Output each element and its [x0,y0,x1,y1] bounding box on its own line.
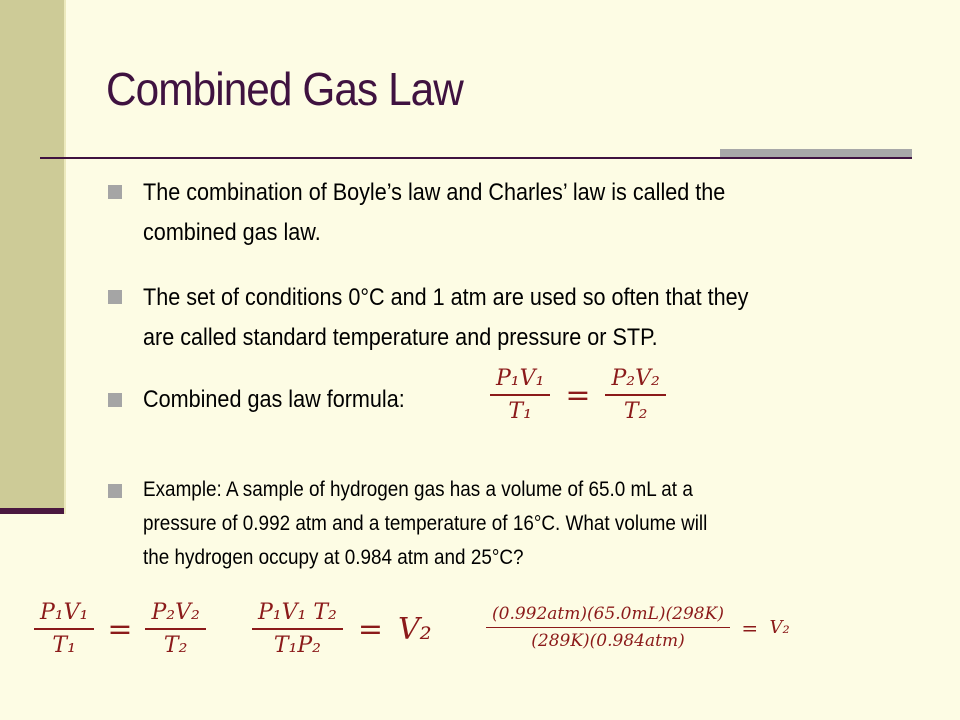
formula-lhs-numerator: P₁V₁ [496,366,545,391]
bullet-marker [108,484,122,498]
fraction-bar [605,394,665,396]
formula-1-rhs-fraction [145,600,205,658]
fraction-bar [252,628,343,630]
bottom-formula-2 [252,600,432,658]
bullet-3-line-1: Combined gas law formula: [143,386,405,413]
formula-2-denominator: T₁P₂ [273,633,321,658]
formula-1-rhs-numerator: P₂V₂ [151,600,200,625]
bullet-2-line-2: are called standard temperature and pressure or STP. [143,324,658,351]
formula-3-rhs: V₂ [769,617,790,638]
bullet-1-line-1: The combination of Boyle’s law and Charles’ law is called the [143,179,726,206]
bullet-marker [108,290,122,304]
bottom-formula-3 [486,604,790,651]
combined-gas-law-formula [490,366,666,424]
left-bar-edge [64,0,66,514]
formula-3-numerator: (0.992atm)(65.0mL)(298K) [492,604,724,624]
formula-3-denominator: (289K)(0.984atm) [531,631,685,651]
formula-1-lhs-numerator: P₁V₁ [40,600,89,625]
left-decorative-bar [0,0,64,514]
bullet-4-line-3: the hydrogen occupy at 0.984 atm and 25°C? [143,546,524,569]
fraction-bar [486,627,730,628]
equals-sign: = [565,377,591,413]
equals-sign: = [741,615,759,640]
slide-title: Combined Gas Law [106,63,463,115]
formula-3-fraction [486,604,730,651]
equals-sign: = [107,611,133,647]
fraction-bar [145,628,205,630]
left-bar-accent [0,508,64,514]
formula-2-numerator: P₁V₁ T₂ [258,600,337,625]
bottom-formula-1 [34,600,206,658]
formula-1-rhs-denominator: T₂ [163,633,188,658]
bullet-marker [108,185,122,199]
formula-2-rhs: V₂ [397,611,432,647]
fraction-bar [490,394,550,396]
title-underline-accent [720,149,912,157]
bullet-1-line-2: combined gas law. [143,219,321,246]
equals-sign: = [357,611,383,647]
bullet-marker [108,393,122,407]
bullet-2-line-1: The set of conditions 0°C and 1 atm are used so often that they [143,284,749,311]
bullet-4-line-1: Example: A sample of hydrogen gas has a volume of 65.0 mL at a [143,478,693,501]
formula-2-fraction [252,600,343,658]
formula-1-lhs-fraction [34,600,94,658]
bullet-4-line-2: pressure of 0.992 atm and a temperature of 16°C. What volume will [143,512,708,535]
formula-lhs-fraction [490,366,550,424]
title-underline [40,157,912,159]
formula-rhs-denominator: T₂ [623,399,648,424]
formula-lhs-denominator: T₁ [508,399,532,424]
formula-1-lhs-denominator: T₁ [52,633,76,658]
fraction-bar [34,628,94,630]
formula-rhs-numerator: P₂V₂ [611,366,660,391]
formula-rhs-fraction [605,366,665,424]
